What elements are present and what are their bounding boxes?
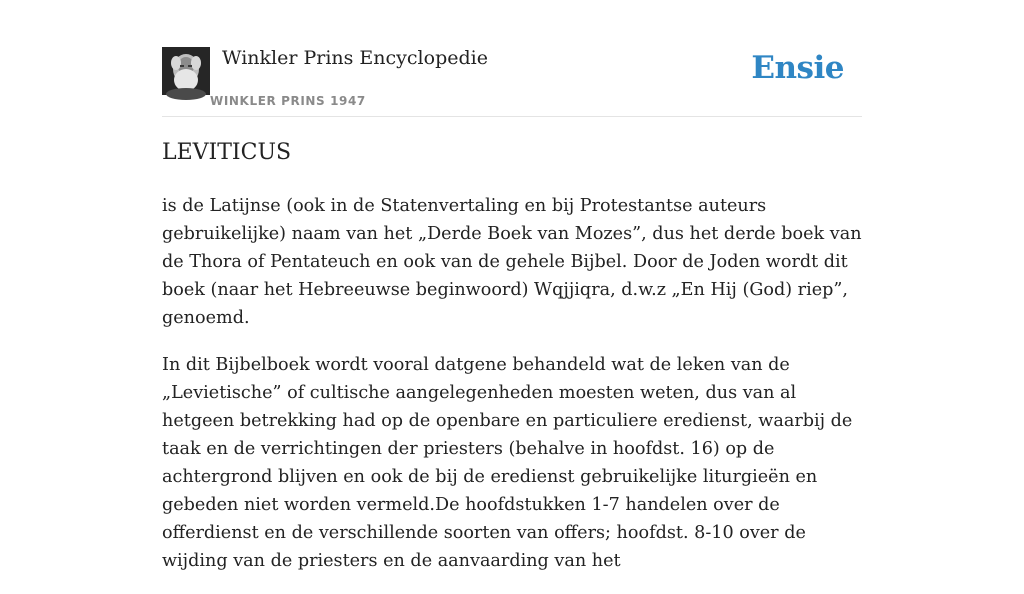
publisher-name[interactable]: Winkler Prins Encyclopedie [222,47,488,69]
page [162,0,862,571]
article-body [162,192,862,594]
article-title: LEVITICUS [162,140,292,165]
article-paragraph: In dit Bijbelboek wordt vooral datgene behandeld wat de leken van de „Levietische” of cultische aangelegenheden moesten weten, dus van al hetgeen betrekking had op de openbare en particuliere eredienst, waarbij de taak en de verrichtingen der priesters (behalve in hoofdst. 16) op de achtergrond blijven en ook de bij de eredienst gebruikelijke liturgieën en gebeden niet worden vermeld.De hoofdstukken 1-7 handelen over de offerdienst en de verschillende soorten van offers; hoofdst. 8-10 over de wijding van de priesters en de aanvaarding van het [162,355,853,571]
collection-label[interactable]: WINKLER PRINS 1947 [210,94,366,108]
article-paragraph: is de Latijnse (ook in de Statenvertaling en bij Protestantse auteurs gebruikelijke) naam van het „Derde Boek van Mozes”, dus het derde boek van de Thora of Pentateuch en ook van de gehele Bijbel. Door de Joden wordt dit boek (naar het Hebreeuwse beginwoord) Wqjjiqra, d.w.z „En Hij (God) riep”, genoemd. [162,196,862,328]
header [162,0,862,117]
brand-logo[interactable]: Ensie [751,50,844,86]
portrait-photo-icon [162,47,210,95]
avatar[interactable] [162,47,210,95]
